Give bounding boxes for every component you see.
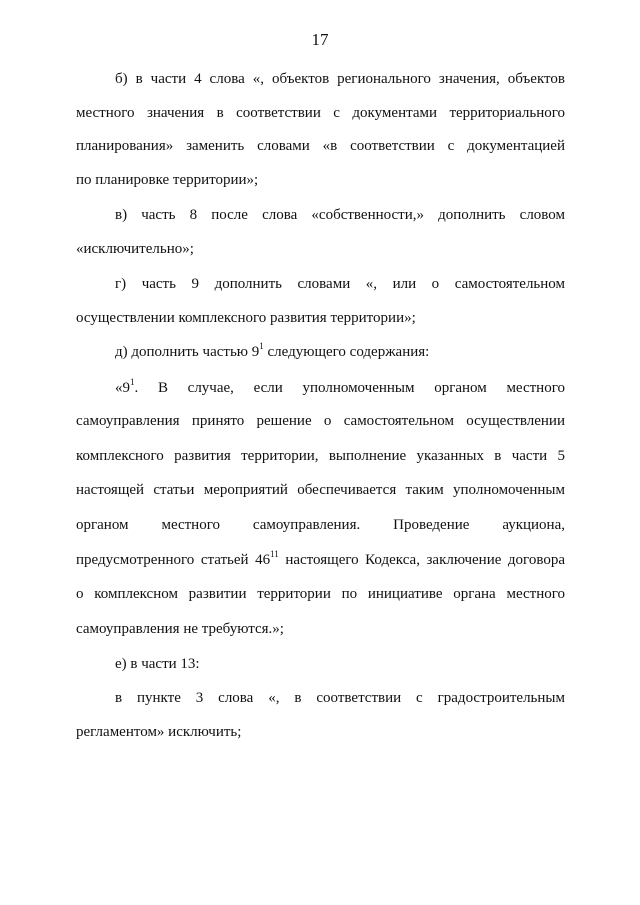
superscript: 1	[259, 341, 264, 351]
quote-text: предусмотренного статьей 46	[76, 552, 271, 568]
paragraph-b-line-2: местного значения в соответствии с документами территориального	[76, 105, 565, 121]
paragraph-d-text-end: следующего содержания:	[263, 344, 430, 360]
paragraph-b-line-4: по планировке территории»;	[76, 172, 259, 188]
quote-text: . В случае, если уполномоченным органом местного	[134, 380, 565, 396]
item-3-line-1: в пункте 3 слова «, в соответствии с градостроительным	[115, 690, 565, 706]
superscript: 1	[130, 377, 135, 387]
paragraph-d-text: д) дополнить частью 9	[115, 344, 260, 360]
quote-text-end: настоящего Кодекса, заключение договора	[278, 552, 565, 568]
quote-line-8: самоуправления не требуются.»;	[76, 621, 284, 637]
quote-start: «9	[115, 380, 130, 396]
paragraph-b-line-3: планирования» заменить словами «в соответствии с документацией	[76, 138, 565, 154]
paragraph-b-line-1: б) в части 4 слова «, объектов регионального значения, объектов	[115, 71, 565, 87]
paragraph-v-line-1: в) часть 8 после слова «собственности,» дополнить словом	[115, 207, 565, 223]
paragraph-e-line-1: е) в части 13:	[115, 656, 200, 672]
item-3-line-2: регламентом» исключить;	[76, 724, 242, 740]
paragraph-d-line-1	[115, 343, 565, 361]
quote-line-1	[115, 379, 565, 397]
quote-line-6	[76, 551, 565, 569]
page-number: 17	[311, 30, 329, 49]
superscript: 11	[270, 549, 279, 559]
quote-line-5: органом местного самоуправления. Проведение аукциона,	[76, 517, 565, 533]
quote-line-3: комплексного развития территории, выполнение указанных в части 5	[76, 448, 565, 464]
quote-line-2: самоуправления принято решение о самостоятельном осуществлении	[76, 413, 565, 429]
quote-line-4: настоящей статьи мероприятий обеспечивается таким уполномоченным	[76, 482, 565, 498]
paragraph-v-line-2: «исключительно»;	[76, 241, 194, 257]
paragraph-g-line-2: осуществлении комплексного развития территории»;	[76, 310, 416, 326]
quote-line-7: о комплексном развитии территории по инициативе органа местного	[76, 586, 565, 602]
paragraph-g-line-1: г) часть 9 дополнить словами «, или о самостоятельном	[115, 276, 565, 292]
